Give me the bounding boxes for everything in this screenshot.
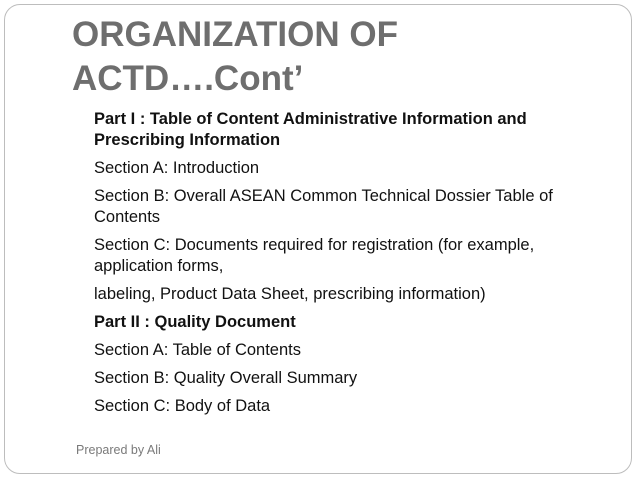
section-line: Section B: Quality Overall Summary <box>94 369 358 387</box>
section-line: Section A: Introduction <box>94 159 260 177</box>
slide-title <box>72 13 612 101</box>
slide-body <box>94 109 614 424</box>
slide <box>4 4 632 474</box>
part-heading: Part II : Quality Document <box>94 313 296 331</box>
section-line: Section B: Overall ASEAN Common Technical Dossier Table of Contents <box>94 187 553 226</box>
slide-footer: Prepared by Ali <box>76 443 161 457</box>
section-line: Section C: Body of Data <box>94 397 271 415</box>
part-heading: Part I : Table of Content Administrative Information and Prescribing Information <box>94 110 527 149</box>
section-line: labeling, Product Data Sheet, prescribing information) <box>94 285 486 303</box>
section-line: Section A: Table of Contents <box>94 341 301 359</box>
slide-title-line-1: ORGANIZATION OF <box>72 15 398 54</box>
section-line: Section C: Documents required for registration (for example, application forms, <box>94 236 535 275</box>
slide-title-line-2: ACTD….Cont’ <box>72 59 304 98</box>
